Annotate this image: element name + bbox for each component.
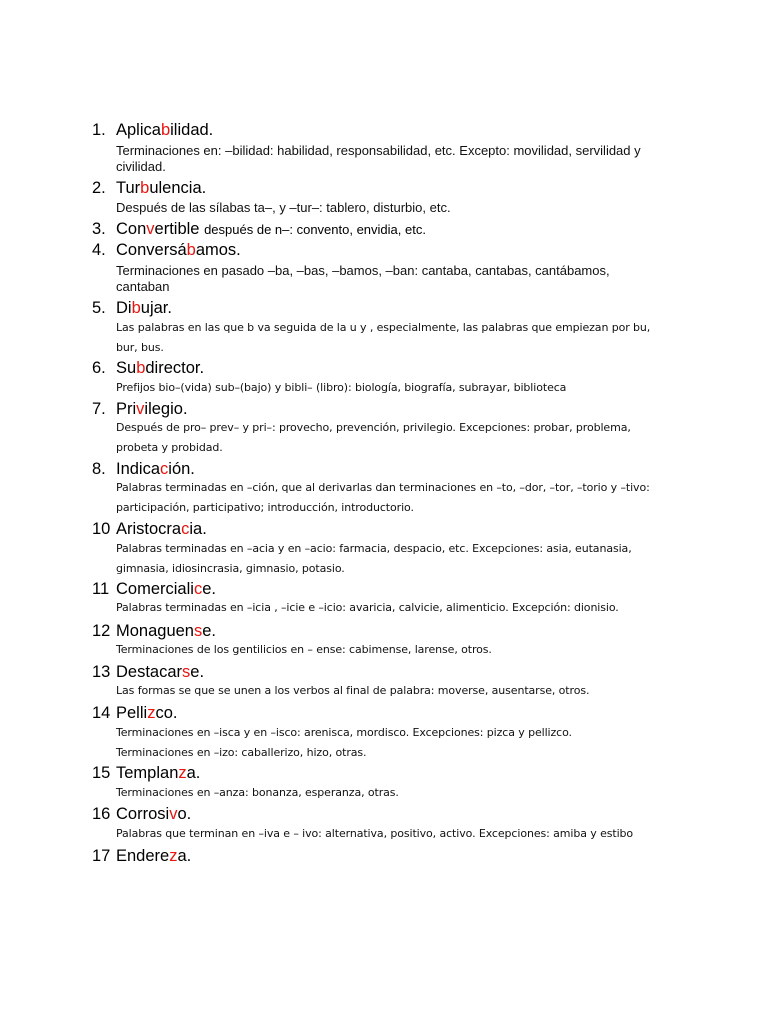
item-word: Corrosivo. xyxy=(116,805,192,823)
item-number: 11 xyxy=(92,580,110,598)
item-word: Comercialice. xyxy=(116,580,216,598)
item-word: Turbulencia. xyxy=(116,179,207,197)
item-number: 12 xyxy=(92,622,111,640)
highlighted-letter: b xyxy=(131,299,141,317)
item-description: Palabras terminadas en –acia y en –acio: farmacia, despacio, etc. Excepciones: asia, eutanasia, gimnasia, idiosincrasia, gimnasio, potasio. xyxy=(116,542,632,575)
item-description: Después de las sílabas ta–, y –tur–: tablero, disturbio, etc. xyxy=(116,200,451,215)
item-word: Endereza. xyxy=(116,847,192,865)
highlighted-letter: s xyxy=(182,663,191,681)
item-description: Terminaciones en: –bilidad: habilidad, responsabilidad, etc. Excepto: movilidad, servilidad y civilidad. xyxy=(116,143,641,174)
highlighted-letter: c xyxy=(181,520,190,538)
highlighted-letter: z xyxy=(147,704,156,722)
highlighted-letter: b xyxy=(136,359,146,377)
item-number: 8. xyxy=(92,460,106,478)
item-word: Dibujar. xyxy=(116,299,172,317)
item-description: Prefijos bio–(vida) sub–(bajo) y bibli– (libro): biología, biografía, subrayar, biblioteca xyxy=(116,381,567,394)
item-number: 13 xyxy=(92,663,111,681)
item-word: Pellizco. xyxy=(116,704,178,722)
item-description: Terminaciones en pasado –ba, –bas, –bamos, –ban: cantaba, cantabas, cantábamos, cantaban xyxy=(116,263,610,294)
item-description: Las formas se que se unen a los verbos al final de palabra: moverse, ausentarse, otros. xyxy=(116,684,590,697)
item-number: 5. xyxy=(92,299,106,317)
item-number: 6. xyxy=(92,359,106,377)
item-number: 16 xyxy=(92,805,111,823)
highlighted-letter: b xyxy=(140,179,150,197)
item-description: Terminaciones en –anza: bonanza, esperanza, otras. xyxy=(116,786,399,799)
item-description: después de n–: convento, envidia, etc. xyxy=(204,222,426,237)
highlighted-letter: s xyxy=(193,622,203,640)
highlighted-letter: v xyxy=(169,805,178,823)
item-word: Privilegio. xyxy=(116,400,188,418)
item-description: Terminaciones de los gentilicios en – ense: cabimense, larense, otros. xyxy=(116,643,492,656)
item-word: Templanza. xyxy=(116,764,201,782)
item-number: 14 xyxy=(92,704,111,722)
item-word: Convertible después de n–: convento, envidia, etc. xyxy=(116,220,426,238)
highlighted-letter: z xyxy=(169,847,178,865)
item-description: Después de pro– prev– y pri–: provecho, prevención, privilegio. Excepciones: probar, problema, probeta y probidad. xyxy=(116,421,631,454)
highlighted-letter: v xyxy=(146,220,155,238)
item-word: Monaguense. xyxy=(116,622,216,640)
item-number: 17 xyxy=(92,847,111,865)
item-number: 2. xyxy=(92,179,106,197)
highlighted-letter: c xyxy=(160,460,169,478)
highlighted-letter: v xyxy=(136,400,145,418)
item-number: 7. xyxy=(92,400,106,418)
item-description: Terminaciones en –isca y en –isco: arenisca, mordisco. Excepciones: pizca y pellizco. Terminaciones en –izo: caballerizo, hizo, otras. xyxy=(116,726,572,759)
item-word: Destacarse. xyxy=(116,663,205,681)
item-word: Conversábamos. xyxy=(116,241,241,259)
item-number: 4. xyxy=(92,241,106,259)
item-description: Palabras que terminan en –iva e – ivo: alternativa, positivo, activo. Excepciones: amiba y estibo xyxy=(116,827,634,840)
item-description: Palabras terminadas en –icia , –icie e –icio: avaricia, calvicie, alimenticio. Excepción: dionisio. xyxy=(116,601,619,614)
item-word: Subdirector. xyxy=(116,359,205,377)
item-word: Indicación. xyxy=(116,460,195,478)
highlighted-letter: c xyxy=(193,580,203,598)
item-word: Aplicabilidad. xyxy=(116,121,214,139)
item-number: 15 xyxy=(92,764,111,782)
item-description: Palabras terminadas en –ción, que al derivarlas dan terminaciones en –to, –dor, –tor, –torio y –tivo: participación, participativo; introducción, introductorio. xyxy=(116,481,650,514)
highlighted-letter: b xyxy=(160,121,171,139)
item-number: 3. xyxy=(92,220,106,238)
item-number: 1. xyxy=(92,121,106,139)
highlighted-letter: b xyxy=(186,241,196,259)
item-description: Las palabras en las que b va seguida de la u y , especialmente, las palabras que empiezan por bu, bur, bus. xyxy=(116,321,651,354)
highlighted-letter: z xyxy=(178,764,187,782)
item-word: Aristocracia. xyxy=(116,520,207,538)
item-number: 10 xyxy=(92,520,111,538)
